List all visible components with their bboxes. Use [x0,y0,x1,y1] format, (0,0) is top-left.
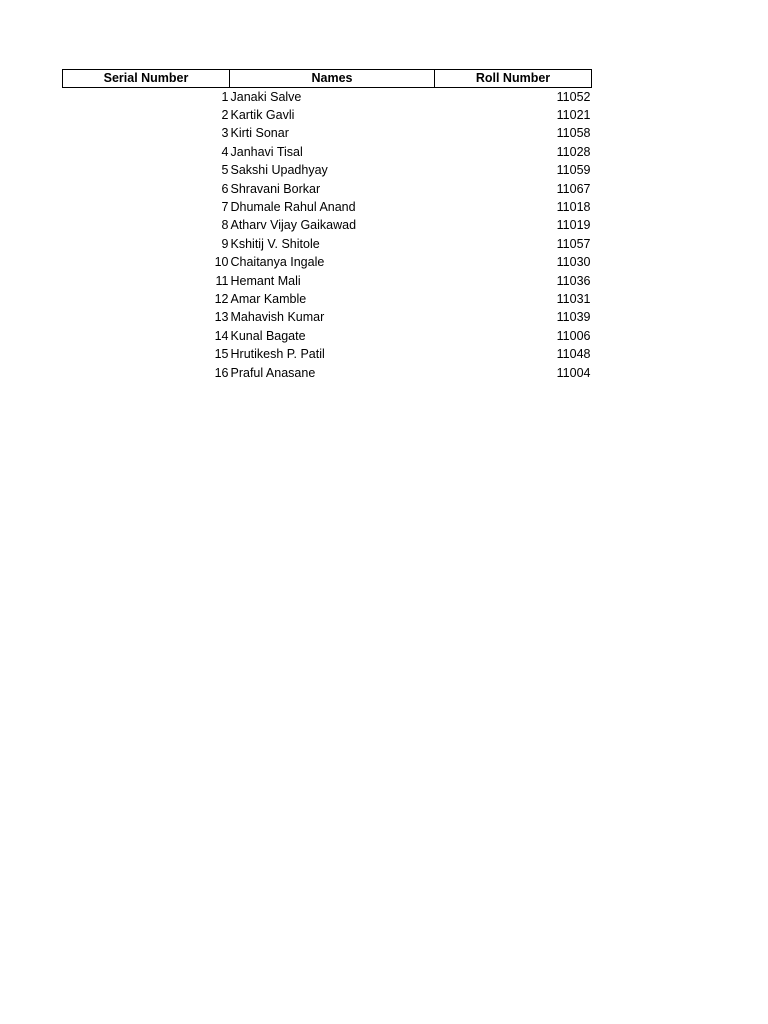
roll-number-cell: 11039 [556,310,591,325]
serial-cell: 12 [214,291,229,306]
table-row [63,125,592,143]
table-row [63,327,592,345]
serial-cell: 10 [214,255,229,270]
roll-number-cell: 11030 [556,255,591,270]
table-body [63,88,592,383]
roll-number-cell: 11004 [556,365,591,380]
name-cell: Janhavi Tisal [230,144,303,159]
table-row [63,143,592,161]
name-cell: Kartik Gavli [230,108,295,123]
roll-number-cell: 11021 [556,108,591,123]
roll-number-cell: 11006 [556,328,591,343]
name-cell: Atharv Vijay Gaikawad [230,218,357,233]
table-row [63,272,592,290]
roll-number-cell: 11052 [556,89,591,104]
name-cell: Dhumale Rahul Anand [230,200,356,215]
name-cell: Kshitij V. Shitole [230,236,320,251]
serial-cell: 9 [221,236,229,251]
roll-number-cell: 11058 [556,126,591,141]
serial-number-header: Serial Number [63,70,230,88]
names-header: Names [230,70,435,88]
name-cell: Kunal Bagate [230,328,306,343]
roll-number-cell: 11048 [556,347,591,362]
name-cell: Chaitanya Ingale [230,255,325,270]
serial-cell: 8 [221,218,229,233]
roll-number-cell: 11018 [556,200,591,215]
serial-cell: 2 [221,108,229,123]
table-row [63,235,592,253]
serial-cell: 13 [214,310,229,325]
serial-cell: 6 [221,181,229,196]
serial-cell: 3 [221,126,229,141]
name-cell: Hrutikesh P. Patil [230,347,325,362]
serial-cell: 7 [221,200,229,215]
table-row [63,180,592,198]
name-cell: Hemant Mali [230,273,301,288]
name-cell: Amar Kamble [230,291,307,306]
serial-cell: 15 [214,347,229,362]
serial-cell: 4 [221,144,229,159]
roll-number-cell: 11019 [556,218,591,233]
table-row [63,345,592,363]
header-row [63,70,592,88]
roll-number-cell: 11031 [556,291,591,306]
serial-cell: 11 [215,273,229,288]
name-cell: Sakshi Upadhyay [230,163,328,178]
table-row [63,162,592,180]
table-row [63,364,592,382]
roll-number-cell: 11057 [556,236,591,251]
name-cell: Mahavish Kumar [230,310,325,325]
name-cell: Janaki Salve [230,89,302,104]
roll-number-cell: 11028 [556,144,591,159]
name-cell: Kirti Sonar [230,126,289,141]
table-row [63,88,592,107]
table-row [63,198,592,216]
table-row [63,309,592,327]
table-row [63,106,592,124]
table-header [63,70,592,88]
name-cell: Shravani Borkar [230,181,321,196]
roll-number-cell: 11067 [556,181,591,196]
serial-cell: 14 [214,328,229,343]
table-row [63,217,592,235]
serial-cell: 5 [221,163,229,178]
roll-number-cell: 11036 [556,273,591,288]
student-roll-table [62,69,592,382]
table-row [63,290,592,308]
table-row [63,254,592,272]
serial-cell: 1 [221,89,229,104]
name-cell: Praful Anasane [230,365,316,380]
serial-cell: 16 [214,365,229,380]
roll-number-header: Roll Number [435,70,592,88]
roll-number-cell: 11059 [556,163,591,178]
